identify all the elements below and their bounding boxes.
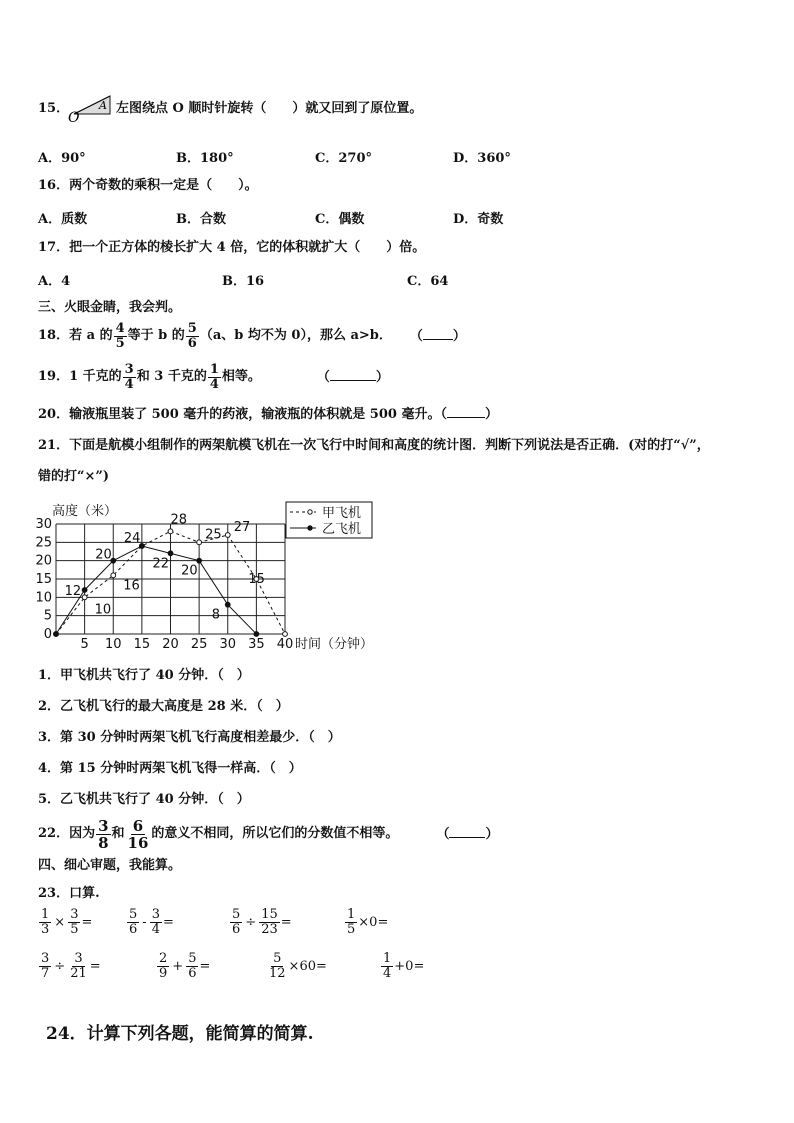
calc-item-3: $\frac{5}{6}$ ÷ $\frac{15}{23}$ = bbox=[232, 907, 292, 937]
q20-answer-blank[interactable]: （ ） bbox=[440, 407, 498, 422]
y-axis-title: 高度（米） bbox=[52, 504, 118, 519]
data-label: 28 bbox=[170, 512, 188, 528]
q19-text-2: 和 3 千克的 bbox=[136, 369, 207, 384]
data-label: 25 bbox=[205, 527, 222, 543]
data-point-1 bbox=[111, 573, 116, 578]
rotation-figure bbox=[68, 92, 114, 122]
y-tick-label: 0 bbox=[43, 627, 52, 642]
q16-option-b[interactable]: B．合数 bbox=[176, 212, 226, 227]
q17-text: 17．把一个正方体的棱长扩大 4 倍，它的体积就扩大（ ）倍。 bbox=[38, 240, 426, 255]
q21-line-1: 21．下面是航模小组制作的两架航模飞机在一次飞行中时间和高度的统计图．判断下列说法是否正确．(对的打“√”， bbox=[38, 438, 710, 453]
q21-statement-1: 1．甲飞机共飞行了 40 分钟．（ ） bbox=[38, 668, 250, 683]
data-point-2 bbox=[197, 558, 202, 563]
q21-statement-2: 2．乙飞机飞行的最大高度是 28 米．（ ） bbox=[38, 699, 289, 714]
q17-option-b[interactable]: B．16 bbox=[222, 274, 265, 289]
data-point-1 bbox=[225, 533, 230, 538]
q21-statement-4: 4．第 15 分钟时两架飞机飞得一样高．（ ） bbox=[38, 761, 302, 776]
q23-title: 23．口算. bbox=[38, 886, 100, 901]
data-label: 15 bbox=[248, 572, 265, 587]
calc-item-6: $\frac{2}{9}$ + $\frac{5}{6}$ = bbox=[159, 951, 211, 981]
x-tick-label: 25 bbox=[190, 637, 208, 652]
q22-text-1: 22．因为 bbox=[38, 826, 96, 841]
q22-text-3: 的意义不相同，所以它们的分数值不相等。 bbox=[151, 826, 399, 841]
q22-fraction-1: $\frac{3}{8}$ bbox=[98, 816, 109, 852]
q15-option-c[interactable]: C．270° bbox=[315, 151, 372, 166]
data-label: 27 bbox=[233, 520, 251, 535]
q15-option-a[interactable]: A．90° bbox=[38, 151, 86, 166]
x-tick-label: 40 bbox=[276, 637, 294, 652]
q20-line bbox=[38, 405, 498, 424]
y-tick-label: 30 bbox=[35, 517, 52, 532]
data-label: 8 bbox=[211, 607, 221, 623]
calc-item-8: $\frac{1}{4}$ +0= bbox=[383, 951, 425, 981]
q15-option-b[interactable]: B．180° bbox=[176, 151, 234, 166]
q22-fraction-2: $\frac{6}{16}$ bbox=[127, 816, 149, 852]
q17-option-c[interactable]: C．64 bbox=[407, 274, 449, 289]
calc-item-7: $\frac{5}{12}$ ×60= bbox=[269, 951, 327, 981]
q18-text-3: （a、b 均不为 0），那么 a>b． bbox=[199, 328, 392, 343]
q20-text: 20．输液瓶里装了 500 毫升的药液，输液瓶的体积就是 500 毫升。 bbox=[38, 407, 441, 422]
q19-text-3: 相等。 bbox=[221, 369, 261, 384]
section-4-heading: 四、细心审题，我能算。 bbox=[38, 858, 182, 873]
data-label: 12 bbox=[64, 584, 82, 599]
data-point-2 bbox=[225, 602, 230, 607]
section-3-heading: 三、火眼金睛，我会判。 bbox=[38, 300, 182, 315]
y-tick-label: 20 bbox=[35, 553, 52, 569]
q15-text: 左图绕点 O 顺时针旋转（ ）就又回到了原位置。 bbox=[116, 101, 423, 116]
data-label: 20 bbox=[181, 563, 198, 579]
q21-statement-5: 5．乙飞机共飞行了 40 分钟．（ ） bbox=[38, 792, 250, 807]
point-o-label: O bbox=[68, 110, 80, 122]
q18-text-2: 等于 b 的 bbox=[127, 328, 185, 343]
q16-option-c[interactable]: C．偶数 bbox=[315, 212, 365, 227]
data-label: 10 bbox=[94, 602, 112, 618]
q22-text-2: 和 bbox=[111, 826, 125, 841]
q16-option-d[interactable]: D．奇数 bbox=[453, 212, 504, 227]
q18-answer-blank[interactable]: （ ） bbox=[409, 328, 466, 344]
data-point-2 bbox=[54, 632, 59, 637]
q15-number: 15． bbox=[38, 101, 70, 116]
calc-item-1: $\frac{1}{3}$ × $\frac{3}{5}$ = bbox=[41, 907, 93, 937]
x-tick-label: 30 bbox=[219, 637, 237, 652]
data-label: 16 bbox=[123, 578, 140, 594]
x-tick-label: 20 bbox=[162, 637, 179, 652]
flight-height-chart bbox=[28, 496, 388, 656]
q24-heading: 24．计算下列各题，能简算的简算. bbox=[46, 1024, 314, 1044]
q19-text-1: 19．1 千克的 bbox=[38, 369, 122, 384]
data-label: 24 bbox=[123, 531, 141, 546]
y-tick-label: 10 bbox=[35, 590, 52, 606]
data-point-2 bbox=[254, 632, 259, 637]
calc-item-2: $\frac{5}{6}$ - $\frac{3}{4}$ = bbox=[129, 907, 174, 937]
q17-option-a[interactable]: A．4 bbox=[38, 274, 71, 289]
data-point-2 bbox=[82, 588, 87, 593]
legend-label-2: 乙飞机 bbox=[322, 522, 362, 537]
calc-item-4: $\frac{1}{5}$ ×0= bbox=[347, 907, 389, 937]
data-label: 20 bbox=[95, 547, 112, 563]
q15-option-d[interactable]: D．360° bbox=[453, 151, 511, 166]
data-point-1 bbox=[197, 540, 202, 545]
data-point-1 bbox=[168, 529, 173, 534]
q18-text-1: 18．若 a 的 bbox=[38, 328, 113, 343]
q16-text: 16．两个奇数的乘积一定是（ ）。 bbox=[38, 178, 258, 193]
point-a-label: A bbox=[99, 99, 107, 112]
calc-item-5: $\frac{3}{7}$ ÷ $\frac{3}{21}$ = bbox=[41, 951, 101, 981]
legend-marker-2 bbox=[308, 526, 312, 530]
q18-line bbox=[38, 321, 466, 351]
x-tick-label: 15 bbox=[133, 637, 151, 652]
q19-fraction-1: $\frac{3}{4}$ bbox=[124, 361, 134, 392]
y-tick-label: 15 bbox=[35, 572, 52, 587]
data-point-1 bbox=[283, 632, 288, 637]
q21-statement-3: 3．第 30 分钟时两架飞机飞行高度相差最少．（ ） bbox=[38, 730, 341, 745]
data-point-2 bbox=[168, 551, 173, 556]
x-tick-label: 10 bbox=[104, 637, 122, 652]
y-tick-label: 25 bbox=[35, 535, 52, 551]
x-tick-label: 5 bbox=[80, 637, 89, 652]
q18-fraction-1: $\frac{4}{5}$ bbox=[115, 320, 125, 351]
q22-answer-blank[interactable]: （ ） bbox=[436, 826, 499, 842]
x-axis-title: 时间（分钟） bbox=[295, 637, 374, 652]
x-tick-label: 35 bbox=[248, 637, 265, 652]
q19-answer-blank[interactable]: （ ） bbox=[316, 369, 389, 385]
q19-fraction-2: $\frac{1}{4}$ bbox=[209, 361, 219, 392]
q22-line bbox=[38, 817, 498, 851]
q16-option-a[interactable]: A．质数 bbox=[38, 212, 88, 227]
q19-line bbox=[38, 362, 389, 392]
q21-line-2: 错的打“×”) bbox=[38, 469, 109, 484]
legend-label-1: 甲飞机 bbox=[322, 506, 362, 521]
q18-fraction-2: $\frac{5}{6}$ bbox=[187, 320, 197, 351]
data-label: 22 bbox=[152, 556, 170, 572]
y-tick-label: 5 bbox=[43, 608, 52, 624]
legend-marker-1 bbox=[308, 510, 312, 514]
data-point-1 bbox=[82, 595, 87, 600]
